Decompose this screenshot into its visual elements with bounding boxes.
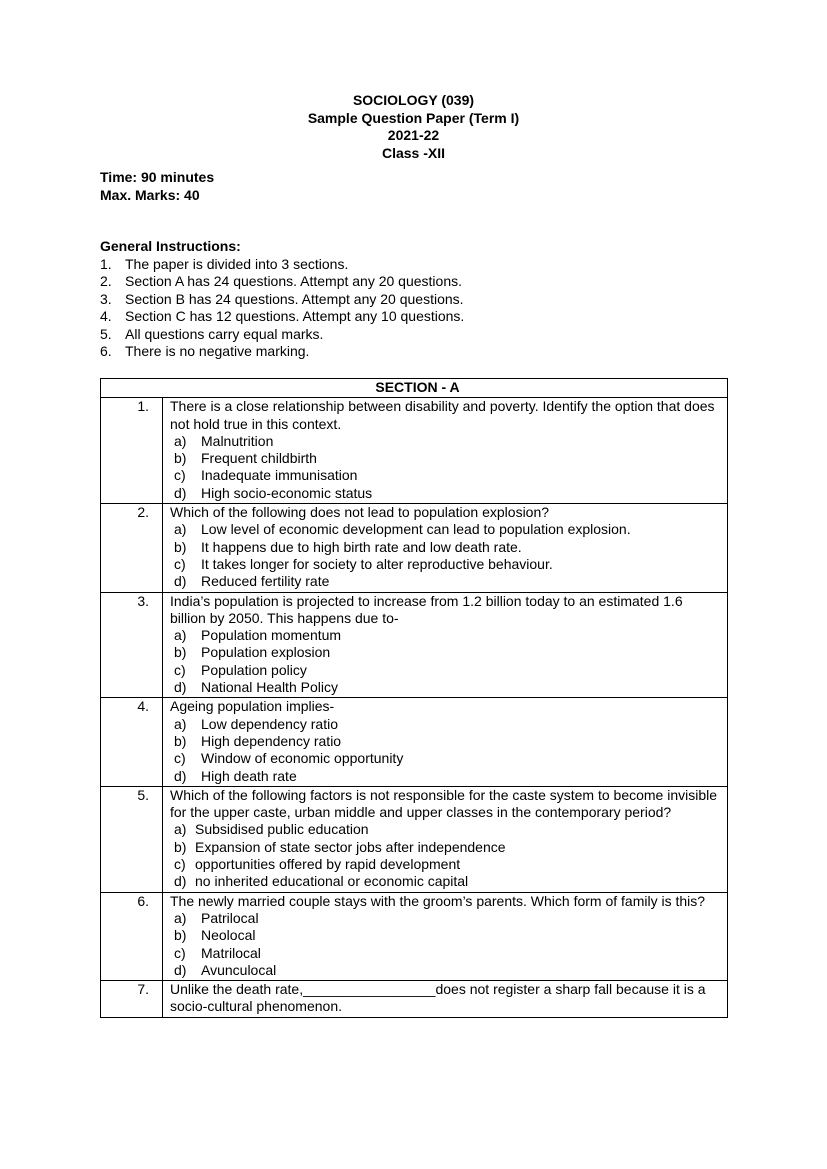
option-c [170, 750, 721, 767]
instruction-text: Section B has 24 questions. Attempt any 20 questions. [125, 290, 464, 307]
option-letter: d) [174, 961, 187, 978]
instruction-item [100, 256, 464, 274]
option-b [170, 927, 721, 944]
question-row [101, 398, 728, 504]
option-text: High dependency ratio [201, 732, 342, 749]
question-number: 2. [101, 504, 163, 592]
option-d [170, 679, 721, 696]
option-text: It takes longer for society to alter reproductive behaviour. [201, 555, 553, 572]
question-row [101, 892, 728, 980]
paper-title: Sample Question Paper (Term I) [307, 109, 520, 126]
instruction-text: The paper is divided into 3 sections. [125, 255, 349, 272]
option-letter: d) [174, 573, 187, 590]
option-letter: a) [174, 521, 187, 538]
option-text: Population momentum [201, 627, 342, 644]
question-text [170, 981, 721, 1016]
option-letter: d) [174, 873, 187, 890]
instruction-number: 2. [100, 273, 112, 289]
option-text: Malnutrition [201, 432, 274, 449]
option-letter: b) [174, 732, 187, 749]
instruction-number: 3. [100, 290, 112, 307]
question-text-before-blank: Unlike the death rate, [170, 981, 304, 998]
general-instructions [100, 238, 464, 361]
option-letter: d) [174, 484, 187, 501]
question-cell [163, 398, 728, 504]
question-number: 1. [101, 398, 163, 504]
academic-year: 2021-22 [387, 127, 440, 143]
option-letter: a) [174, 715, 187, 732]
option-letter: b) [174, 927, 187, 944]
option-a [170, 716, 721, 733]
option-d [170, 485, 721, 502]
option-letter: b) [174, 838, 187, 855]
option-text: Reduced fertility rate [201, 573, 330, 590]
question-cell [163, 892, 728, 980]
option-text: It happens due to high birth rate and low death rate. [201, 538, 522, 555]
option-text: Window of economic opportunity [201, 750, 404, 767]
question-number: 3. [101, 592, 163, 698]
option-a [170, 521, 721, 538]
option-text: Subsidised public education [195, 821, 369, 838]
section-a-table [100, 378, 728, 1018]
instruction-text: Section C has 12 questions. Attempt any 10 questions. [125, 308, 465, 324]
option-text: Expansion of state sector jobs after independence [195, 838, 506, 855]
option-letter: a) [174, 627, 187, 644]
option-text: Population explosion [201, 644, 331, 661]
class-label: Class -XII [381, 144, 446, 161]
option-a [170, 627, 721, 644]
option-c [170, 856, 721, 873]
option-d [170, 873, 721, 890]
paper-header [0, 92, 827, 162]
option-text: Neolocal [201, 927, 256, 944]
question-number: 6. [101, 892, 163, 980]
option-letter: c) [174, 944, 186, 961]
option-text: Population policy [201, 661, 307, 678]
option-b [170, 539, 721, 556]
time-label: Time: 90 minutes [100, 169, 215, 185]
instruction-text: All questions carry equal marks. [125, 325, 324, 342]
option-letter: b) [174, 450, 187, 467]
option-b [170, 644, 721, 661]
question-number: 4. [101, 698, 163, 786]
question-text: Ageing population implies- [170, 698, 335, 715]
fill-in-blank: _________________ [303, 981, 436, 998]
option-text: Matrilocal [201, 944, 261, 961]
question-text: There is a close relationship between disability and poverty. Identify the option that does not hold true in this context. [170, 398, 715, 432]
question-cell [163, 698, 728, 786]
option-letter: a) [174, 909, 187, 926]
option-text: Low dependency ratio [201, 715, 338, 732]
instruction-text: There is no negative marking. [125, 343, 310, 359]
instructions-list [100, 256, 464, 361]
option-a [170, 821, 721, 838]
instruction-number: 1. [100, 255, 112, 272]
option-text: Inadequate immunisation [201, 467, 358, 484]
option-d [170, 962, 721, 979]
option-c [170, 662, 721, 679]
question-text: The newly married couple stays with the groom’s parents. Which form of family is this? [170, 892, 706, 909]
question-number: 7. [101, 981, 163, 1018]
question-number: 5. [101, 786, 163, 892]
option-letter: c) [174, 750, 186, 767]
option-text: Low level of economic development can lead to population explosion. [201, 521, 631, 538]
option-b [170, 839, 721, 856]
option-letter: a) [174, 432, 187, 449]
option-text: Avunculocal [201, 961, 277, 978]
option-text: no inherited educational or economic capital [195, 873, 469, 890]
option-text: High socio-economic status [201, 484, 373, 501]
instructions-title: General Instructions: [100, 238, 241, 254]
option-letter: c) [174, 467, 186, 484]
question-row [101, 786, 728, 892]
option-d [170, 768, 721, 785]
option-letter: c) [174, 555, 186, 572]
instruction-item [100, 343, 464, 361]
option-c [170, 556, 721, 573]
question-row [101, 504, 728, 592]
exam-meta [100, 169, 214, 204]
question-cell [163, 786, 728, 892]
option-letter: b) [174, 538, 187, 555]
option-text: National Health Policy [201, 679, 338, 696]
instruction-item [100, 308, 464, 326]
question-text: Which of the following factors is not responsible for the caste system to become invisible for the upper caste, urban middle and upper classes in the contemporary period? [170, 786, 718, 821]
section-title: SECTION - A [101, 379, 728, 398]
instruction-item [100, 291, 464, 309]
option-c [170, 467, 721, 484]
option-text: opportunities offered by rapid development [195, 856, 461, 873]
instruction-text: Section A has 24 questions. Attempt any 20 questions. [125, 273, 463, 289]
option-letter: c) [174, 856, 186, 873]
option-b [170, 733, 721, 750]
instruction-number: 6. [100, 343, 112, 359]
option-d [170, 573, 721, 590]
option-a [170, 910, 721, 927]
option-letter: d) [174, 767, 187, 784]
option-c [170, 945, 721, 962]
option-letter: b) [174, 644, 187, 661]
instruction-item [100, 326, 464, 344]
option-text: Patrilocal [201, 909, 259, 926]
question-text-after-blank: does not register a sharp fall because it is a socio-cultural phenomenon. [170, 981, 706, 1015]
option-letter: d) [174, 679, 187, 696]
question-row [101, 981, 728, 1018]
max-marks-label: Max. Marks: 40 [100, 186, 200, 203]
question-cell [163, 592, 728, 698]
question-text: India’s population is projected to increase from 1.2 billion today to an estimated 1.6 billion by 2050. This happens due to- [170, 592, 683, 626]
option-a [170, 433, 721, 450]
option-b [170, 450, 721, 467]
question-cell [163, 504, 728, 592]
instruction-number: 4. [100, 308, 112, 324]
option-letter: c) [174, 661, 186, 678]
instruction-number: 5. [100, 325, 112, 342]
question-cell [163, 981, 728, 1018]
instruction-item [100, 273, 464, 291]
question-text: Which of the following does not lead to population explosion? [170, 504, 550, 521]
section-header-row [101, 379, 728, 398]
option-letter: a) [174, 821, 187, 838]
question-row [101, 592, 728, 698]
subject-title: SOCIOLOGY (039) [352, 92, 475, 108]
option-text: Frequent childbirth [201, 450, 317, 467]
question-row [101, 698, 728, 786]
option-text: High death rate [201, 767, 297, 784]
